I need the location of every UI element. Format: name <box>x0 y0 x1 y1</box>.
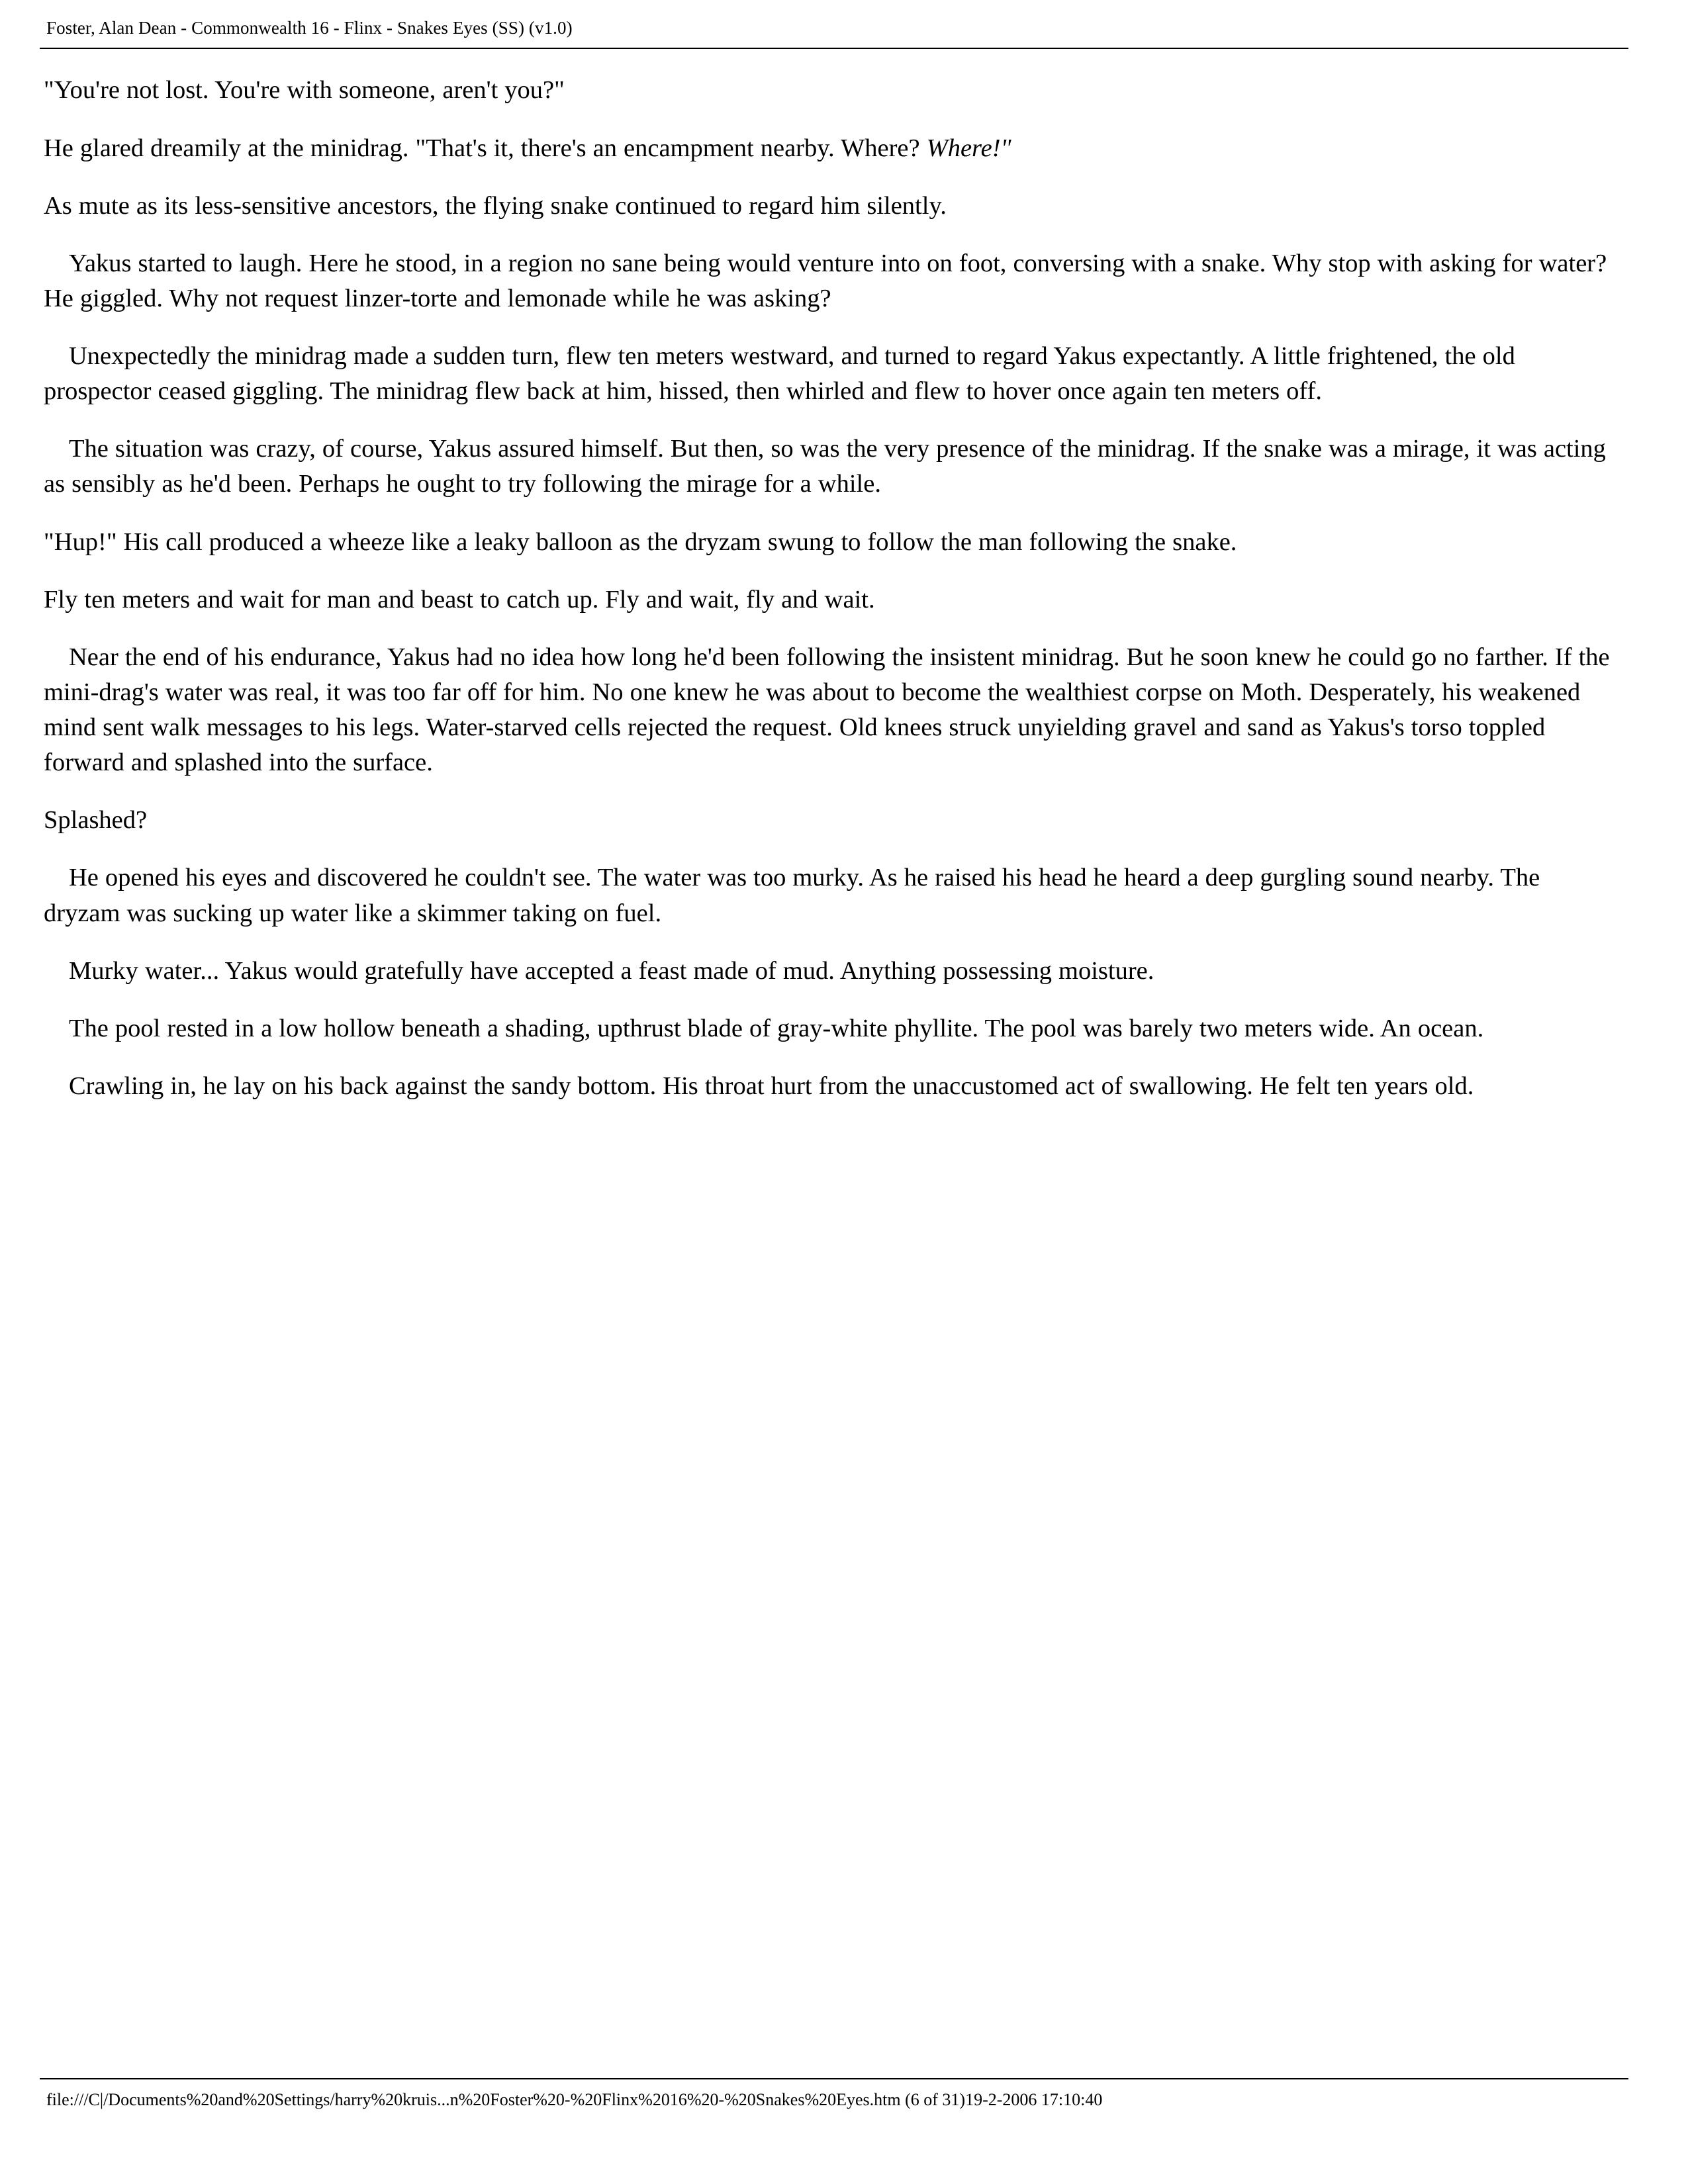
paragraph: He opened his eyes and discovered he couldn't see. The water was too murky. As he raised his head he heard a deep gurgling sound nearby. The dryzam was sucking up water like a skimmer taking on fuel. <box>44 864 1540 927</box>
paragraph: Splashed? <box>44 806 148 835</box>
paragraph: Near the end of his endurance, Yakus had no idea how long he'd been following the insistent minidrag. But he soon knew he could go no farther. If the mini-drag's water was real, it was too far off for him. No one knew he was about to become the wealthiest corpse on Moth. Desperately, his weakened mind sent walk messages to his legs. Water-starved cells rejected the request. Old knees struck unyielding gravel and sand as Yakus's torso toppled forward and splashed into the surface. <box>44 643 1610 777</box>
page-footer <box>0 2078 1688 2110</box>
paragraph: The situation was crazy, of course, Yakus assured himself. But then, so was the very presence of the minidrag. If the snake was a mirage, it was acting as sensibly as he'd been. Perhaps he ought to try following the mirage for a while. <box>44 435 1606 498</box>
paragraph: "You're not lost. You're with someone, aren't you?" <box>44 76 565 105</box>
paragraph: "Hup!" His call produced a wheeze like a leaky balloon as the dryzam swung to follow the man following the snake. <box>44 527 1237 556</box>
paragraph: Fly ten meters and wait for man and beast to catch up. Fly and wait, fly and wait. <box>44 585 875 614</box>
footer-path: file:///C|/Documents%20and%20Settings/harry%20kruis...n%20Foster%20-%20Flinx%2016%20-%20Snakes%20Eyes.htm (6 of 31)19-2-2006 17:10:40 <box>46 2090 1103 2109</box>
paragraph: Unexpectedly the minidrag made a sudden turn, flew ten meters westward, and turned to regard Yakus expectantly. A little frightened, the old prospector ceased giggling. The minidrag flew back at him, hissed, then whirled and flew to hover once again ten meters off. <box>44 342 1515 406</box>
emphasis-where: Where!" <box>926 134 1011 162</box>
header-divider <box>40 48 1628 49</box>
page-header: Foster, Alan Dean - Commonwealth 16 - Flinx - Snakes Eyes (SS) (v1.0) <box>46 18 573 38</box>
paragraph: Crawling in, he lay on his back against the sandy bottom. His throat hurt from the unaccustomed act of swallowing. He felt ten years old. <box>69 1071 1474 1100</box>
paragraph-text: He glared dreamily at the minidrag. "That's it, there's an encampment nearby. Where? <box>44 134 927 162</box>
footer-divider <box>40 2078 1628 2079</box>
paragraph: As mute as its less-sensitive ancestors, the flying snake continued to regard him silently. <box>44 191 947 220</box>
paragraph: The pool rested in a low hollow beneath a shading, upthrust blade of gray-white phyllite. The pool was barely two meters wide. An ocean. <box>69 1014 1484 1042</box>
paragraph: Yakus started to laugh. Here he stood, in a region no sane being would venture into on foot, conversing with a snake. Why stop with asking for water? He giggled. Why not request linzer-torte and lemonade while he was asking? <box>44 249 1607 312</box>
document-body <box>40 73 1622 1104</box>
paragraph: Murky water... Yakus would gratefully have accepted a feast made of mud. Anything possessing moisture. <box>69 956 1154 985</box>
paragraph-with-emphasis <box>44 131 1622 166</box>
